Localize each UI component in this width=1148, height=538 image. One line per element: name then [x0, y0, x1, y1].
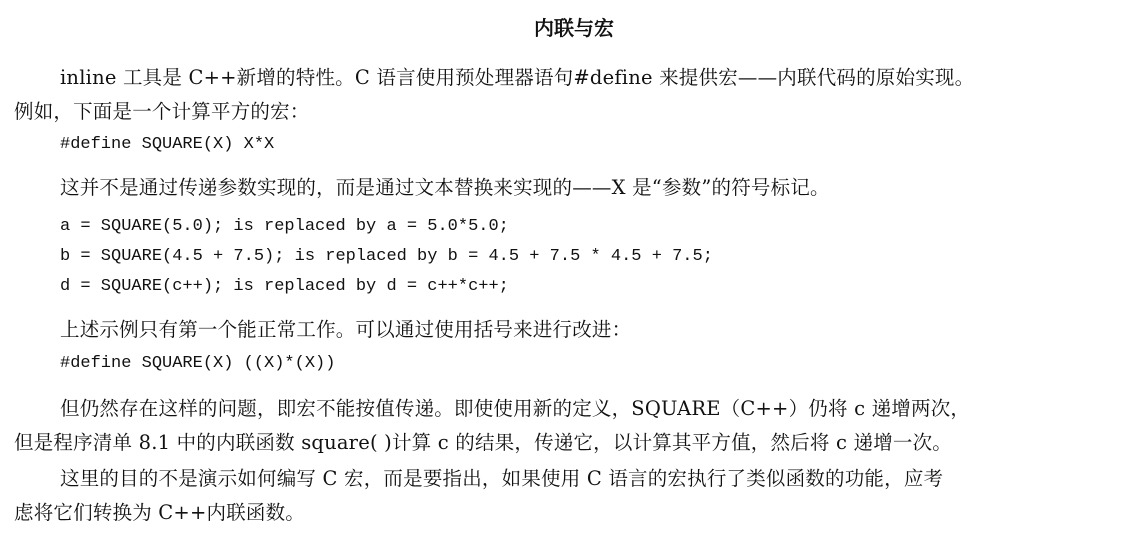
paragraph-4-line-2: 但是程序清单 8.1 中的内联函数 square( )计算 c 的结果，传递它，以计算其平方值，然后将 c 递增一次。 [14, 431, 952, 454]
code-define-square: #define SQUARE(X) X*X [60, 135, 275, 154]
section-title: 内联与宏 [534, 16, 614, 40]
paragraph-2: 这并不是通过传递参数实现的，而是通过文本替换来实现的——X 是“参数”的符号标记。 [60, 176, 830, 199]
paragraph-5-line-1: 这里的目的不是演示如何编写 C 宏，而是要指出，如果使用 C 语言的宏执行了类似函数的功能，应考 [60, 467, 944, 490]
code-example-d: d = SQUARE(c++); is replaced by d = c++*c++; [60, 277, 509, 296]
code-example-b: b = SQUARE(4.5 + 7.5); is replaced by b = 4.5 + 7.5 * 4.5 + 7.5; [60, 247, 713, 266]
paragraph-1-line-1: inline 工具是 C++新增的特性。C 语言使用预处理器语句#define 来提供宏——内联代码的原始实现。 [60, 66, 975, 89]
code-example-a: a = SQUARE(5.0); is replaced by a = 5.0*5.0; [60, 217, 509, 236]
paragraph-5-line-2: 虑将它们转换为 C++内联函数。 [14, 501, 305, 524]
paragraph-4-line-1: 但仍然存在这样的问题，即宏不能按值传递。即使使用新的定义，SQUARE（C++）仍将 c 递增两次， [60, 397, 971, 420]
paragraph-1-line-2: 例如，下面是一个计算平方的宏： [14, 100, 310, 123]
code-define-square-improved: #define SQUARE(X) ((X)*(X)) [60, 354, 336, 373]
paragraph-3: 上述示例只有第一个能正常工作。可以通过使用括号来进行改进： [60, 318, 632, 341]
